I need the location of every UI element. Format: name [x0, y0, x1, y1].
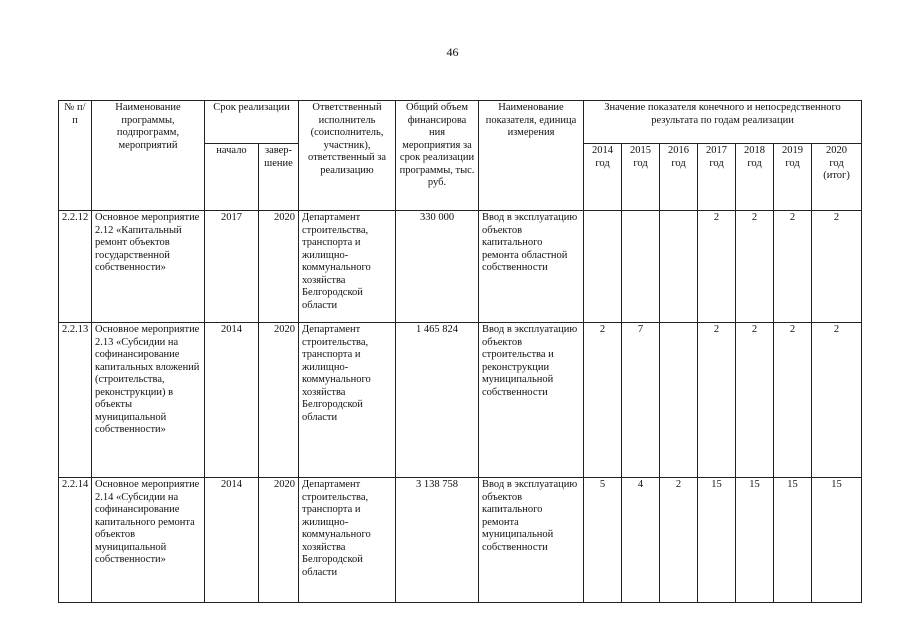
year-label: 2014	[592, 145, 614, 156]
year-sub: год (итог)	[823, 157, 850, 181]
row-value-2014: 2	[584, 323, 622, 478]
row-value-2019: 2	[774, 211, 812, 323]
row-value-2020: 15	[812, 478, 862, 603]
row-value-2017: 2	[698, 211, 736, 323]
row-responsible: Департамент строительства, транспорта и жилищно-коммунального хозяйства Белгородской области	[299, 478, 396, 603]
row-responsible: Департамент строительства, транспорта и жилищно-коммунального хозяйства Белгородской области	[299, 323, 396, 478]
row-indicator: Ввод в эксплуатацию объектов капитального ремонта областной собственности	[479, 211, 584, 323]
row-value-2020: 2	[812, 323, 862, 478]
year-sub: год	[633, 157, 648, 169]
row-end: 2020	[259, 323, 299, 478]
row-value-2016	[660, 211, 698, 323]
header-year	[736, 144, 774, 211]
row-value-2016	[660, 323, 698, 478]
row-responsible: Департамент строительства, транспорта и жилищно-коммунального хозяйства Белгородской области	[299, 211, 396, 323]
year-label: 2018	[744, 145, 766, 156]
row-start: 2017	[205, 211, 259, 323]
program-table	[58, 100, 862, 603]
row-value-2015: 4	[622, 478, 660, 603]
row-num: 2.2.12	[59, 211, 92, 323]
header-year	[812, 144, 862, 211]
header-year	[774, 144, 812, 211]
row-value-2019: 2	[774, 323, 812, 478]
header-values-title: Значение показателя конечного и непосредственного результата по годам реализации	[584, 101, 862, 144]
row-value-2014: 5	[584, 478, 622, 603]
row-end: 2020	[259, 478, 299, 603]
header-year	[698, 144, 736, 211]
row-value-2020: 2	[812, 211, 862, 323]
row-name: Основное мероприятие 2.13 «Субсидии на софинансирование капитальных вложений (строительства, реконструкции) в объекты муниципальной собственности»	[92, 323, 205, 478]
row-value-2014	[584, 211, 622, 323]
year-label: 2017	[706, 145, 728, 156]
header-year	[584, 144, 622, 211]
year-sub: год	[671, 157, 686, 169]
header-indicator: Наименование показателя, единица измерения	[479, 101, 584, 211]
header-responsible: Ответственный исполнитель (соисполнитель, участник), ответственный за реализацию	[299, 101, 396, 211]
row-funding: 330 000	[396, 211, 479, 323]
header-period: Срок реализации	[205, 101, 299, 144]
header-name: Наименование программы, подпрограмм, мероприятий	[92, 101, 205, 211]
row-funding: 3 138 758	[396, 478, 479, 603]
row-name: Основное мероприятие 2.14 «Субсидии на софинансирование капитального ремонта объектов муниципальной собственности»	[92, 478, 205, 603]
table-header	[59, 101, 862, 211]
header-end: завер- шение	[259, 144, 299, 211]
row-value-2017: 15	[698, 478, 736, 603]
header-num: № п/п	[59, 101, 92, 211]
year-sub: год	[595, 157, 610, 169]
row-name: Основное мероприятие 2.12 «Капитальный ремонт объектов государственной собственности»	[92, 211, 205, 323]
page-number: 46	[446, 45, 459, 59]
year-sub: год	[747, 157, 762, 169]
row-end: 2020	[259, 211, 299, 323]
year-label: 2016	[668, 145, 690, 156]
row-start: 2014	[205, 478, 259, 603]
header-funding: Общий объем финансирова ния мероприятия за срок реализации программы, тыс. руб.	[396, 101, 479, 211]
header-year	[622, 144, 660, 211]
header-year	[660, 144, 698, 211]
year-label: 2020	[826, 145, 848, 156]
row-value-2018: 2	[736, 323, 774, 478]
header-start: начало	[205, 144, 259, 211]
row-funding: 1 465 824	[396, 323, 479, 478]
year-label: 2015	[630, 145, 652, 156]
row-value-2015	[622, 211, 660, 323]
table-row	[59, 323, 862, 478]
row-value-2018: 15	[736, 478, 774, 603]
row-indicator: Ввод в эксплуатацию объектов капитального ремонта муниципальной собственности	[479, 478, 584, 603]
year-sub: год	[709, 157, 724, 169]
row-value-2019: 15	[774, 478, 812, 603]
row-indicator: Ввод в эксплуатацию объектов строительства и реконструкции муниципальной собственности	[479, 323, 584, 478]
row-value-2017: 2	[698, 323, 736, 478]
row-value-2016: 2	[660, 478, 698, 603]
row-value-2018: 2	[736, 211, 774, 323]
row-start: 2014	[205, 323, 259, 478]
table-row	[59, 211, 862, 323]
row-num: 2.2.14	[59, 478, 92, 603]
year-sub: год	[785, 157, 800, 169]
year-label: 2019	[782, 145, 804, 156]
row-value-2015: 7	[622, 323, 660, 478]
row-num: 2.2.13	[59, 323, 92, 478]
table-row	[59, 478, 862, 603]
